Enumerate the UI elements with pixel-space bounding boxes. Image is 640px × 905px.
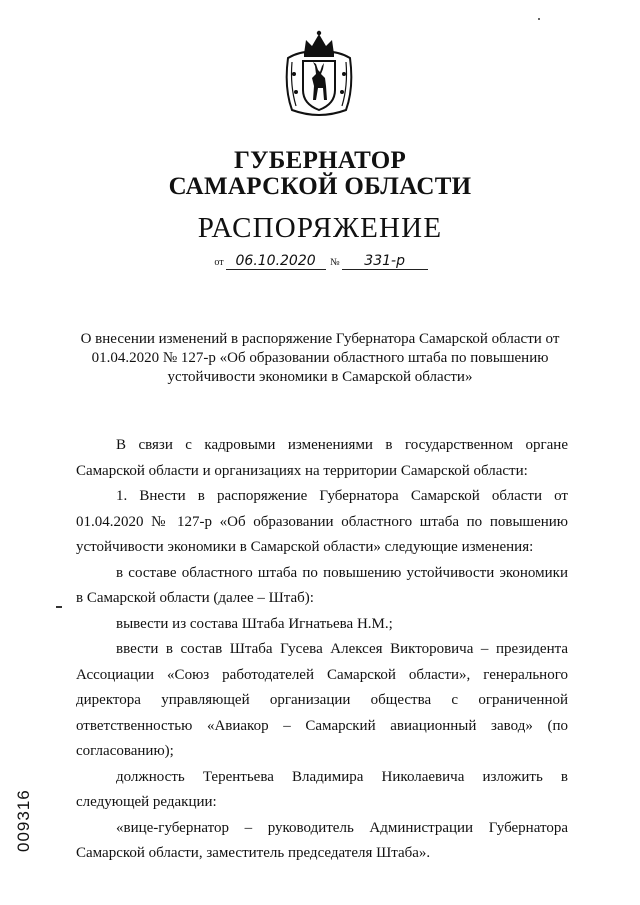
paragraph: 1. Внести в распоряжение Губернатора Самарской области от 01.04.2020 № 127-р «Об образовании областного штаба по повышению устойчивости экономики в Самарской области» следующие изменения: [76,488,568,555]
header-title-line2: САМАРСКОЙ ОБЛАСТИ [168,173,472,200]
paragraph: вывести из состава Штаба Игнатьева Н.М.; [116,615,393,632]
serial-stamp [14,760,38,852]
document-body [76,433,568,867]
coat-of-arms-icon [282,28,356,120]
paragraph: В связи с кадровыми изменениями в государственном органе Самарской области и организациях на территории Самарской области: [76,437,568,479]
paragraph: в составе областного штаба по повышению устойчивости экономики в Самарской области (далее – Штаб): [76,564,568,606]
date-prefix: от [214,257,224,268]
document-type: РАСПОРЯЖЕНИЕ [197,212,443,244]
scan-speck [538,18,540,20]
header-title-line1: ГУБЕРНАТОР [233,147,407,174]
document-number: 331-р [342,254,428,270]
paragraph: должность Терентьева Владимира Николаевича изложить в следующей редакции: [76,768,568,810]
margin-mark [56,606,62,608]
serial-number: 009316 [14,789,33,852]
number-prefix: № [330,257,340,268]
document-subject: О внесении изменений в распоряжение Губернатора Самарской области от 01.04.2020 № 127-р «Об образовании областного штаба по повышению устойчивости экономики в Самарской области» [80,331,560,385]
document-date: 06.10.2020 [226,254,326,270]
paragraph: «вице-губернатор – руководитель Администрации Губернатора Самарской области, заместитель председателя Штаба». [76,819,568,861]
date-number-line [0,254,640,270]
paragraph: ввести в состав Штаба Гусева Алексея Викторовича – президента Ассоциации «Союз работодателей Самарской области», генерального директора управляющей организации общества с ограниченной ответственностью «Авиакор – Самарский авиационный завод» (по согласованию); [76,641,568,759]
